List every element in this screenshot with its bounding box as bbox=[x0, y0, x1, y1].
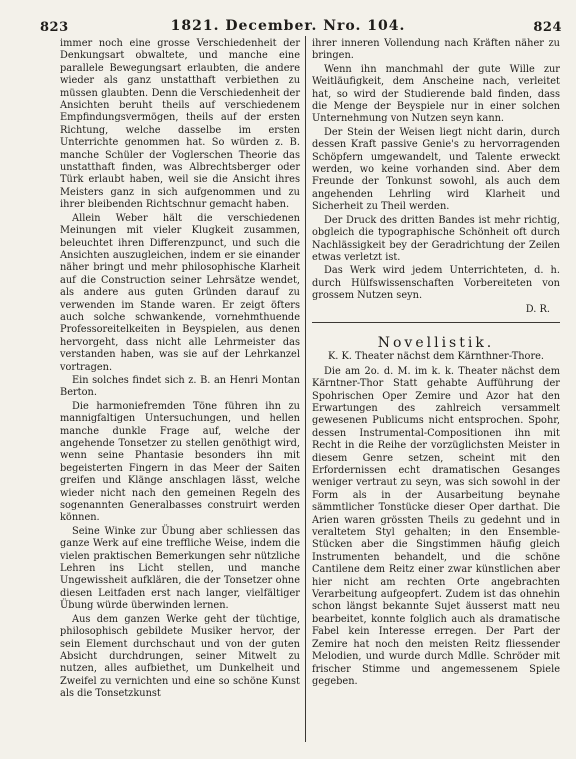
section-divider bbox=[312, 322, 560, 323]
right-column bbox=[312, 38, 560, 689]
left-paragraph-3: Ein solches findet sich z. B. an Henri Montan Berton. bbox=[60, 374, 300, 399]
left-paragraph-5: Seine Winke zur Übung aber schliessen das ganze Werk auf eine treffliche Weise, indem die vielen praktischen Bemerkungen sehr nützliche Lehren ins Licht stellen, und manche Ungewissheit aufklären, die der Tonsetzer ohne diesen Leitfaden erst nach langer, vielfältiger Übung würde überwinden lernen. bbox=[60, 525, 300, 612]
right-paragraph-3: Der Stein der Weisen liegt nicht darin, durch dessen Kraft passive Genie's zu hervorragenden Schöpfern umgewandelt, und Talente erweckt werden, wo keine vorhanden sind. Aber dem Freunde der Tonkunst sowohl, als auch dem angehenden Lehrling wird Klarheit und Sicherheit zu Theil werden. bbox=[312, 126, 560, 213]
right-paragraph-2: Wenn ihn manchmahl der gute Wille zur Weitläufigkeit, dem Anscheine nach, verleitet hat, so wird der Studierende bald finden, dass die Menge der Beyspiele nur in einer solchen Unternehmung von Nutzen seyn kann. bbox=[312, 63, 560, 125]
left-paragraph-6: Aus dem ganzen Werke geht der tüchtige, philosophisch gebildete Musiker hervor, der sein Element durchschaut und von der guten Absicht durchdrungen, seiner Mitwelt zu nutzen, alles aufbiethet, um Dunkelheit und Zweifel zu vernichten und eine so schöne Kunst als die Tonsetzkunst bbox=[60, 613, 300, 700]
right-paragraph-4: Der Druck des dritten Bandes ist mehr richtig, obgleich die typographische Schönheit oft durch Nachlässigkeit bey der Geradrichtung der Zeilen etwas verletzt ist. bbox=[312, 214, 560, 263]
review-signature: D. R. bbox=[525, 303, 550, 315]
left-paragraph-4: Die harmoniefremden Töne führen ihn zu mannigfaltigen Untersuchungen, und hellen manche dunkle Frage auf, welche der angehende Tonsetzer zu stellen genöthigt wird, wenn seine Phantasie besonders ihn mit begeisterten Fingern in das Meer der Saiten greifen und Klänge anschlagen lässt, welche wieder nicht nach den gemeinen Regeln des sogenannten Generalbasses construirt werden können. bbox=[60, 400, 300, 524]
section-paragraph-1: Die am 2o. d. M. im k. k. Theater nächst dem Kärntner-Thor Statt gehabte Aufführung der Spohrischen Oper Zemire und Azor hat den Erwartungen des zahlreich versammelt gewesenen Publicums nicht entsprochen. Spohr, dessen Instrumental-Compositionen ihn mit Recht in die Reihe der vorzüglichsten Meister in diesem Genre setzen, scheint mit den Erfordernissen echt dramatischen Gesanges weniger vertraut zu seyn, was sich sowohl in der Form als in der Ausarbeitung beynahe sämmtlicher Tonstücke dieser Oper darthat. Die Arien waren grössten Theils zu gedehnt und in veraltetem Styl gehalten; in den Ensemble-Stücken aber die Singstimmen häufig gleich Instrumenten behandelt, und die schöne Cantilene dem Reitz einer zwar künstlichen aber hier nicht am rechten Orte angebrachten Verarbeitung aufgeopfert. Zudem ist das ohnehin schon längst bekannte Sujet äusserst matt neu bearbeitet, konnte folglich auch als dramatische Fabel kein Interesse erregen. Der Part der Zemire hat noch den meisten Reitz fliessender Melodien, und wurde durch Mdlle. Schröder mit frischer Stimme und angemessenem Spiele gegeben. bbox=[312, 365, 560, 687]
right-paragraph-1: ihrer inneren Vollendung nach Kräften näher zu bringen. bbox=[312, 38, 560, 62]
left-column bbox=[60, 38, 300, 702]
right-paragraph-5: Das Werk wird jedem Unterrichteten, d. h. durch Hülfswissenschaften Vorbereiteten von grossem Nutzen seyn. bbox=[312, 265, 560, 302]
left-paragraph-2: Allein Weber hält die verschiedenen Meinungen mit vieler Klugkeit zusammen, beleuchtet ihren Differenzpunct, und such die Ansichten auszugleichen, indem er sie einander näher bringt und mehr philosophische Klarheit auf die Construction seiner Lehrsätze wendet, als andere aus guten Gründen darauf zu verwenden im Stande waren. Er zeigt öfters auch solche schwankende, vornehmthuende Professoreitelkeiten in Beyspielen, aus denen hervorgeht, dass nicht alle Lehrmeister das verstanden haben, was sie auf der Lehrkanzel vortragen. bbox=[60, 212, 300, 373]
column-divider bbox=[305, 36, 306, 742]
issue-title: 1821. December. Nro. 104. bbox=[170, 18, 406, 34]
page-number-left: 823 bbox=[40, 20, 69, 35]
page-number-right: 824 bbox=[533, 20, 562, 35]
left-paragraph-1: immer noch eine grosse Verschiedenheit der Denkungsart obwaltete, und manche eine parallele Bewegungsart erlaubten, die andere wieder als ganz unstatthaft verbiethen zu müssen glaubten. Denn die Verschiedenheit der Ansichten beruht theils auf verschiedenem Empfindungsvermögen, theils auf der ersten Richtung, welche dasselbe im ersten Unterrichte genommen hat. So würden z. B. manche Schüler der Voglerschen Theorie das unstatthaft finden, was Albrechtsberger oder Türk erlaubt haben, weil sie die Ansicht ihres Meisters ganz in sich aufgenommen und zu ihrer bleibenden Richtschnur gemacht haben. bbox=[60, 38, 300, 211]
section-title: Novellistik. bbox=[377, 334, 495, 351]
section-subheading: K. K. Theater nächst dem Kärnthner-Thore. bbox=[327, 351, 545, 363]
